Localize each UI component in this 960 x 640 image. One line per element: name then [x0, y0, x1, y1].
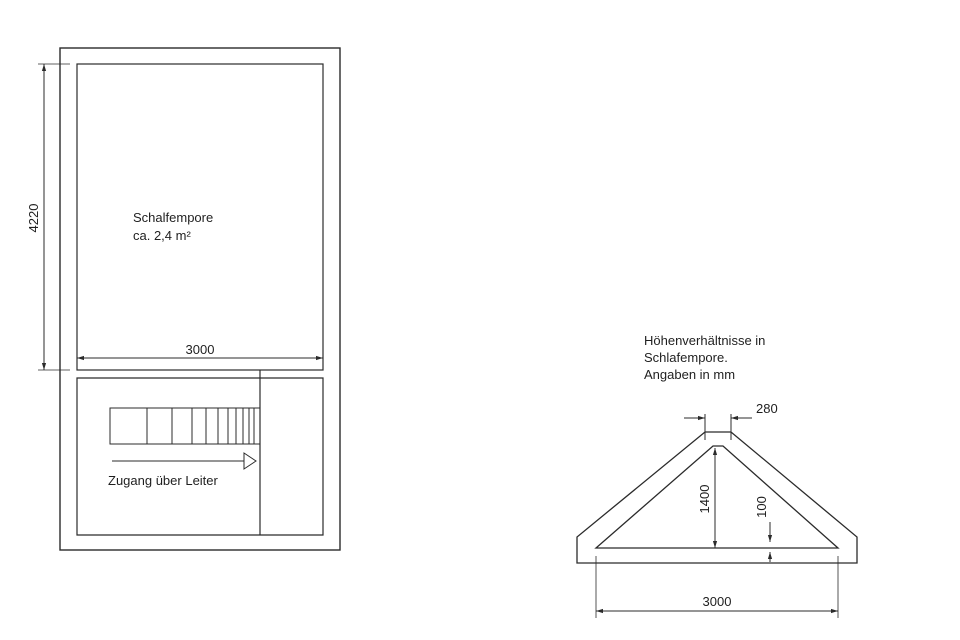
dimension-edge-height: [754, 496, 834, 562]
section-note-line-1: Höhenverhältnisse in: [644, 333, 766, 348]
dimension-height-label: 4220: [26, 203, 41, 233]
dimension-section-width: [596, 556, 838, 618]
dimension-width: [77, 342, 323, 358]
ladder-symbol: [110, 408, 260, 444]
section-note-line-3: Angaben in mm: [644, 367, 736, 382]
dimension-section-width-label: 3000: [702, 594, 732, 609]
roof-outer-outline: [577, 432, 857, 563]
dimension-ridge-label: 280: [756, 401, 778, 416]
access-label: Zugang über Leiter: [108, 473, 218, 488]
section-view: [577, 333, 857, 618]
dimension-height: [26, 64, 70, 370]
dimension-edge-height-label: 100: [754, 496, 769, 518]
section-note-line-2: Schlafempore.: [644, 350, 728, 365]
access-direction-arrow: [112, 453, 256, 469]
dimension-inner-height-label: 1400: [697, 484, 712, 514]
roof-inner-outline: [596, 446, 838, 548]
room-area-label: ca. 2,4 m²: [133, 228, 191, 243]
dimension-inner-height: [697, 448, 715, 548]
room-label: Schalfempore: [133, 210, 214, 225]
dimension-width-label: 3000: [185, 342, 215, 357]
floor-plan: [26, 48, 340, 550]
access-area: [77, 378, 323, 535]
